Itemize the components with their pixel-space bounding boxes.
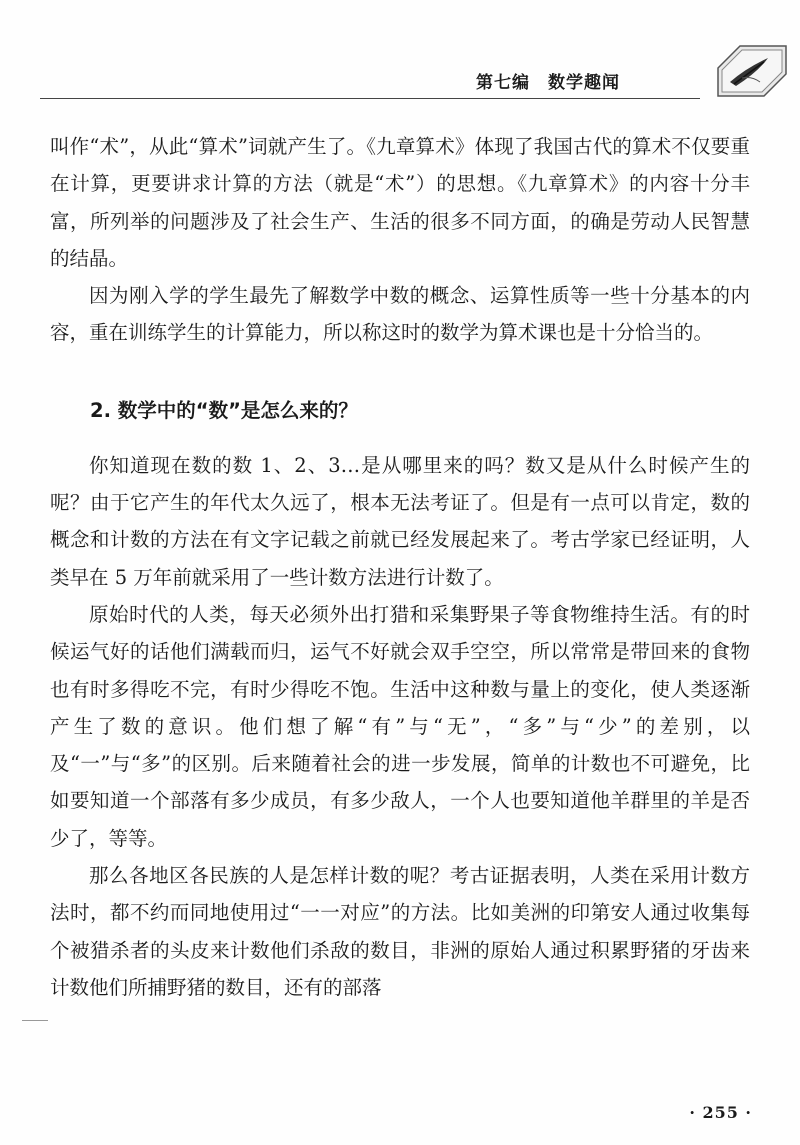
body-text (50, 128, 750, 1006)
quill-book-icon (712, 38, 792, 102)
chapter-title: 第七编 数学趣闻 (476, 73, 620, 93)
running-header (40, 60, 740, 100)
section-heading: 2. 数学中的“数”是怎么来的？ (90, 398, 358, 422)
paragraph: 那么各地区各民族的人是怎样计数的呢？考古证据表明，人类在采用计数方法时，都不约而同地使用过“一一对应”的方法。比如美洲的印第安人通过收集每个被猎杀者的头皮来计数他们杀敌的数目，非洲的原始人通过积累野猪的牙齿来计数他们所捕野猪的数目，还有的部落 (50, 864, 750, 999)
paragraph: 因为刚入学的学生最先了解数学中数的概念、运算性质等一些十分基本的内容，重在训练学生的计算能力，所以称这时的数学为算术课也是十分恰当的。 (50, 284, 750, 345)
header-rule (40, 98, 700, 99)
page-number: · 255 · (689, 1103, 752, 1122)
paragraph: 你知道现在数的数 1、2、3…是从哪里来的吗？数又是从什么时候产生的呢？由于它产生的年代太久远了，根本无法考证了。但是有一点可以肯定，数的概念和计数的方法在有文字记载之前就已经发展起来了。考古学家已经证明，人类早在 5 万年前就采用了一些计数方法进行计数了。 (50, 453, 750, 589)
margin-mark (22, 1020, 48, 1021)
paragraph-continued: 叫作“术”，从此“算术”词就产生了。《九章算术》体现了我国古代的算术不仅要重在计算，更要讲求计算的方法（就是“术”）的思想。《九章算术》的内容十分丰富，所列举的问题涉及了社会生产、生活的很多不同方面，的确是劳动人民智慧的结晶。 (50, 135, 750, 270)
paragraph: 原始时代的人类，每天必须外出打猎和采集野果子等食物维持生活。有的时候运气好的话他们满载而归，运气不好就会双手空空，所以常常是带回来的食物也有时多得吃不完，有时少得吃不饱。生活中这种数与量上的变化，使人类逐渐产生了数的意识。他们想了解“有”与“无”，“多”与“少”的差别，以及“一”与“多”的区别。后来随着社会的进一步发展，简单的计数也不可避免，比如要知道一个部落有多少成员，有多少敌人，一个人也要知道他羊群里的羊是否少了，等等。 (50, 602, 750, 850)
